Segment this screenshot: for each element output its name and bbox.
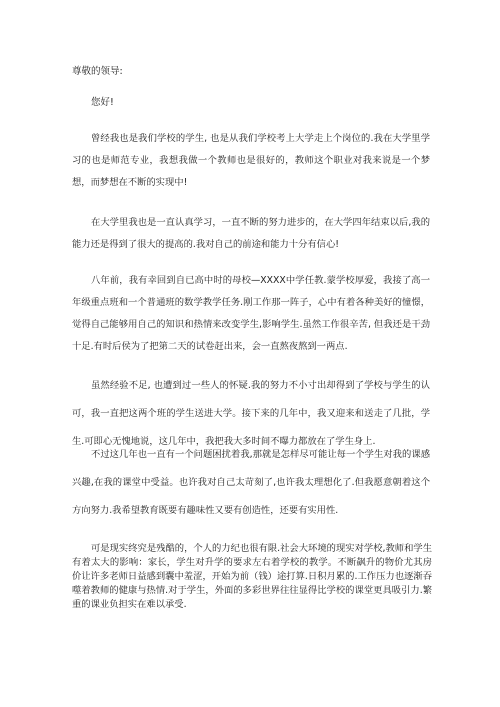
greeting: 您好! <box>91 97 114 108</box>
paragraph-6: 可是现实终究是残酷的，个人的力纪也很有限.社会大环境的现实对学校,教师和学生有着太大的影响：家长，学生对升学的要求左右着学校的教学。不断飙升的物价尤其房价让许多老师日益感到囊中羞涩，开始为前（钱）途打算.日积月累的.工作压力也逐渐吞噬着教师的健康与热情.对于学生，外面的多彩世界往往显得比学校的课堂更具吸引力.繁重的课业负担实在难以承受. <box>72 543 432 610</box>
paragraph-1: 曾经我也是我们学校的学生, 也是从我们学校考上大学走上个岗位的.我在大学里学习的也是师范专业，我想我做一个教师也是很好的，教师这个职业对我来说是一个梦想，而梦想在不断的实现中! <box>72 133 430 188</box>
salutation: 尊敬的领导: <box>72 66 123 77</box>
paragraph-5: 不过这几年也一直有一个问题困扰着我,那就是怎样尽可能让每一个学生对我的课感兴趣,在我的课堂中受益。也许我对自己太苛刻了,也许我太理想化了.但我愿意朝着这个方向努力.我希望教育既要有趣味性又要有创造性，还要有实用性. <box>72 449 430 516</box>
paragraph-2: 在大学里我也是一直认真学习，一直不断的努力进步的，在大学四年结束以后,我的能力还是得到了很大的提高的.我对自己的前途和能力十分有信心! <box>72 217 430 250</box>
paragraph-3: 八年前，我有幸回到自已高中时的母校—XXXX中学任教.蒙学校厚爱，我接了高一年级重点班和一个普通班的数学教学任务.刚工作那一阵子，心中有着各种美好的憧憬，觉得自己能够用自己的知识和热情来改变学生,影响学生.虽然工作很辛苦, 但我还是干劲十足.有时后侯为了把第二天的试卷赶出来，会一直熬夜熬到一两点. <box>72 275 430 352</box>
paragraph-4: 虽然经验不足, 也遭到过一些人的怀疑.我的努力不小寸出却得到了学校与学生的认可，我一直把这两个班的学生送进大学。接下来的几年中，我又迎来和送走了几批，学生.可即心无愧地说，这几年中，我把我大多时间不曝力都放在了学生身上. <box>72 380 430 447</box>
